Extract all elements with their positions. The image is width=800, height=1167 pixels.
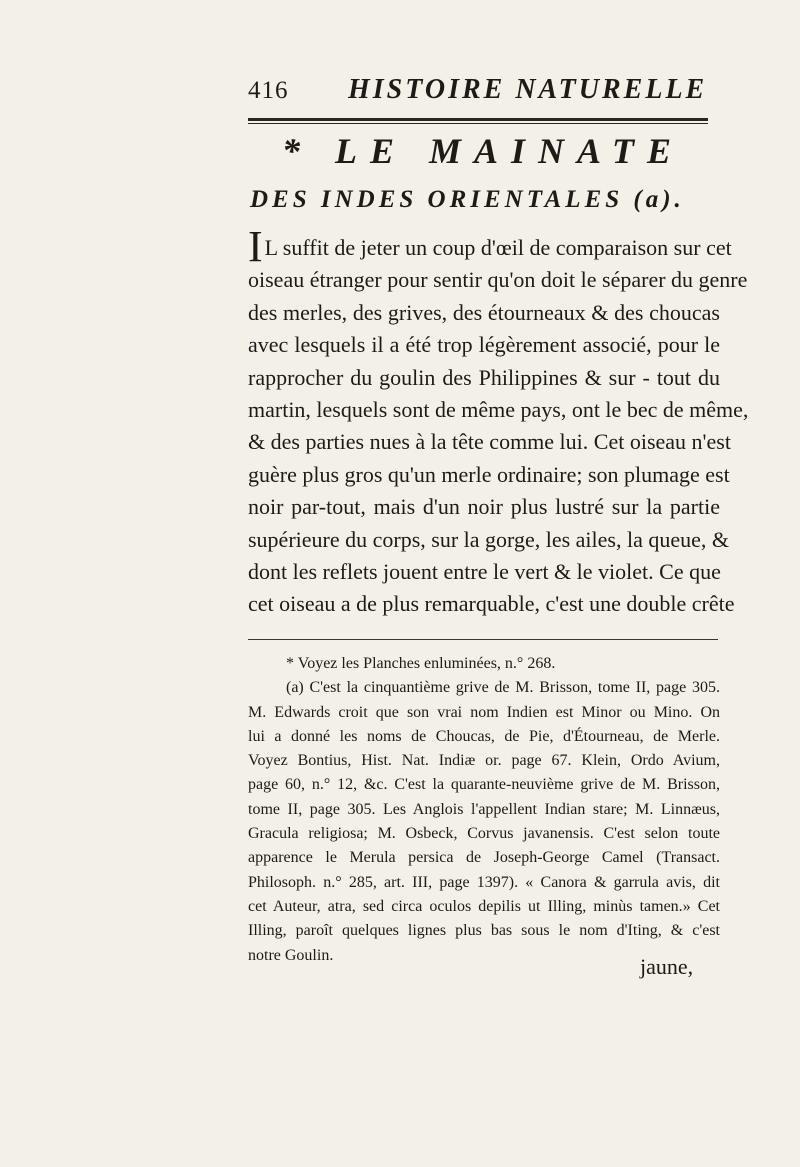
chapter-title: * LE MAINATE bbox=[281, 131, 685, 171]
running-title: HISTOIRE NATURELLE bbox=[348, 74, 708, 105]
footnote-separator bbox=[248, 639, 718, 640]
chapter-subtitle: DES INDES ORIENTALES (a). bbox=[250, 186, 685, 213]
drop-cap: I bbox=[248, 222, 263, 271]
body-text bbox=[248, 222, 749, 621]
body-line-text: L suffit de jeter un coup d'œil de comparaison sur cet bbox=[264, 235, 732, 260]
footnote-line: notre Goulin. bbox=[248, 946, 334, 964]
footnote-line: apparence le Merula persica de Joseph-George Camel (Transact. bbox=[248, 849, 720, 867]
body-line: martin, lesquels sont de même pays, ont le bec de même, bbox=[248, 396, 749, 422]
footnote-line: Illing, paroît quelques lignes plus bas sous le nom d'Iting, & c'est bbox=[248, 922, 720, 940]
footnote-line: M. Edwards croit que son vrai nom Indien est Minor ou Mino. On bbox=[248, 703, 720, 721]
catchword: jaune, bbox=[640, 954, 694, 979]
body-line: dont les reflets jouent entre le vert & le violet. Ce que bbox=[248, 558, 721, 584]
body-line bbox=[248, 222, 732, 271]
footnote-line: * Voyez les Planches enluminées, n.° 268. bbox=[286, 655, 556, 672]
running-head bbox=[248, 74, 708, 114]
body-line: rapprocher du goulin des Philippines & sur - tout du bbox=[248, 364, 720, 390]
footnote-line: (a) C'est la cinquantième grive de M. Brisson, tome II, page 305. bbox=[286, 679, 720, 697]
body-line: des merles, des grives, des étourneaux & des choucas bbox=[248, 299, 720, 325]
body-line: cet oiseau a de plus remarquable, c'est une double crête bbox=[248, 591, 735, 617]
footnote-line: Voyez Bontius, Hist. Nat. Indiæ or. page 67. Klein, Ordo Avium, bbox=[248, 752, 720, 770]
body-line: & des parties nues à la tête comme lui. Cet oiseau n'est bbox=[248, 429, 731, 455]
body-line: noir par-tout, mais d'un noir plus lustré sur la partie bbox=[248, 494, 720, 520]
footnotes bbox=[248, 652, 720, 968]
footnote-line: Gracula religiosa; M. Osbeck, Corvus javanensis. C'est selon toute bbox=[248, 825, 720, 843]
body-line: supérieure du corps, sur la gorge, les ailes, la queue, & bbox=[248, 526, 730, 552]
header-rule-thin bbox=[248, 123, 708, 124]
footnote-line: tome II, page 305. Les Anglois l'appellent Indian stare; M. Linnæus, bbox=[248, 800, 720, 818]
footnote-line: cet Auteur, atra, sed circa oculos depilis ut Illing, minùs tamen.» Cet bbox=[248, 897, 720, 915]
body-line: avec lesquels il a été trop légèrement associé, pour le bbox=[248, 332, 720, 358]
footnote-line: page 60, n.° 12, &c. C'est la quarante-neuvième grive de M. Brisson, bbox=[248, 776, 720, 794]
footnote-line: Philosoph. n.° 285, art. III, page 1397). « Canora & garrula avis, dit bbox=[248, 873, 720, 891]
body-line: oiseau étranger pour sentir qu'on doit le séparer du genre bbox=[248, 267, 748, 293]
page-number: 416 bbox=[248, 77, 289, 104]
body-line: guère plus gros qu'un merle ordinaire; son plumage est bbox=[248, 461, 730, 487]
footnote-line: lui a donné les noms de Choucas, de Pie, d'Étourneau, de Merle. bbox=[248, 727, 720, 745]
header-rule-thick bbox=[248, 118, 708, 121]
